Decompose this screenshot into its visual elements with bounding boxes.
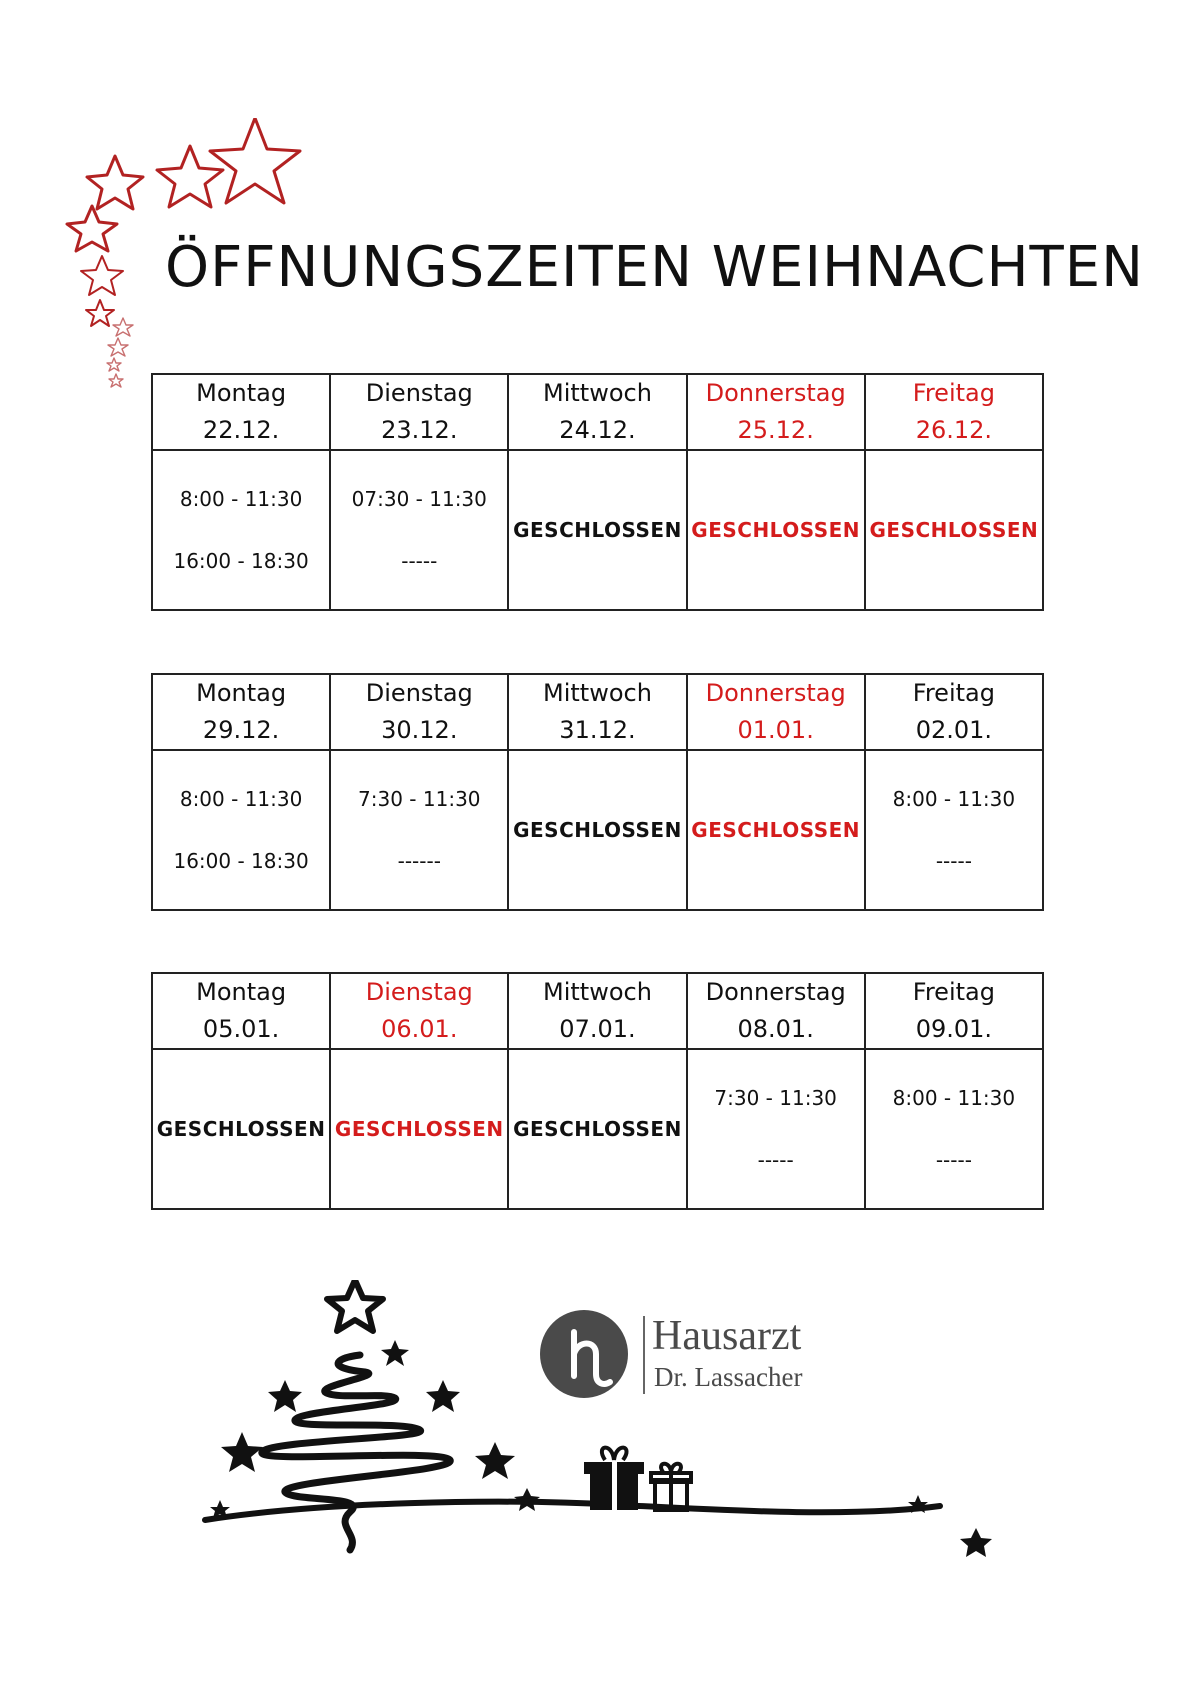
hours-afternoon: ----- <box>401 549 438 573</box>
hours-morning: 7:30 - 11:30 <box>714 1086 837 1110</box>
star-icon <box>381 1340 409 1366</box>
hours-cell-monday <box>152 450 330 610</box>
hours-cell-friday <box>865 1049 1043 1209</box>
day-header-monday <box>152 973 330 1049</box>
hours-afternoon: 16:00 - 18:30 <box>173 849 309 873</box>
logo-subtitle: Dr. Lassacher <box>654 1362 803 1392</box>
day-name: Montag <box>196 978 287 1006</box>
day-date: 25.12. <box>737 416 814 444</box>
hours-cell-tuesday <box>330 750 508 910</box>
hours-morning: 7:30 - 11:30 <box>358 787 481 811</box>
week-table-2 <box>151 673 1044 911</box>
hours-morning: 8:00 - 11:30 <box>179 487 303 511</box>
closed-cell-wednesday: GESCHLOSSEN <box>508 1049 686 1209</box>
closed-cell-tuesday: GESCHLOSSEN <box>330 1049 508 1209</box>
star-icon <box>221 1432 263 1472</box>
day-name: Freitag <box>912 379 995 407</box>
week-hours-row <box>152 750 1043 910</box>
page-title: ÖFFNUNGSZEITEN WEIHNACHTEN <box>165 235 1145 300</box>
closed-cell-wednesday: GESCHLOSSEN <box>508 450 686 610</box>
hours-cell-thursday <box>687 1049 865 1209</box>
day-name: Freitag <box>912 978 995 1006</box>
star-icon <box>426 1380 460 1412</box>
closed-cell-monday: GESCHLOSSEN <box>152 1049 330 1209</box>
day-date: 07.01. <box>559 1015 636 1043</box>
logo-hl-icon <box>540 1310 628 1398</box>
hours-afternoon: ------ <box>397 849 441 873</box>
logo-divider <box>643 1316 645 1394</box>
star-icon <box>210 118 300 203</box>
closed-cell-friday: GESCHLOSSEN <box>865 450 1043 610</box>
star-icon <box>475 1442 515 1479</box>
day-name: Mittwoch <box>543 679 652 707</box>
gift-icon <box>584 1448 644 1510</box>
day-header-tuesday <box>330 674 508 750</box>
week-header-row <box>152 374 1043 450</box>
day-header-thursday <box>687 374 865 450</box>
star-icon <box>108 338 128 356</box>
day-date: 31.12. <box>559 716 636 744</box>
closed-cell-wednesday: GESCHLOSSEN <box>508 750 686 910</box>
hours-morning: 8:00 - 11:30 <box>892 1086 1016 1110</box>
day-date: 30.12. <box>381 716 458 744</box>
day-name: Mittwoch <box>543 978 652 1006</box>
hours-afternoon: ----- <box>757 1148 794 1172</box>
hours-afternoon: 16:00 - 18:30 <box>173 549 309 573</box>
hours-cell-monday <box>152 750 330 910</box>
day-name: Donnerstag <box>705 379 846 407</box>
day-date: 09.01. <box>915 1015 993 1043</box>
star-icon <box>107 358 121 371</box>
day-header-monday <box>152 674 330 750</box>
day-header-thursday <box>687 973 865 1049</box>
hours-cell-tuesday <box>330 450 508 610</box>
hours-morning: 8:00 - 11:30 <box>892 787 1016 811</box>
day-date: 01.01. <box>737 716 814 744</box>
hours-cell-friday <box>865 750 1043 910</box>
hours-morning: 8:00 - 11:30 <box>179 787 303 811</box>
day-date: 29.12. <box>202 716 280 744</box>
day-date: 02.01. <box>915 716 993 744</box>
day-name: Donnerstag <box>705 978 846 1006</box>
day-name: Freitag <box>912 679 995 707</box>
star-icon <box>87 156 143 209</box>
star-icon <box>109 374 123 387</box>
day-header-tuesday <box>330 973 508 1049</box>
day-header-monday <box>152 374 330 450</box>
day-date: 08.01. <box>737 1015 814 1043</box>
day-date: 23.12. <box>381 416 458 444</box>
day-header-friday <box>865 973 1043 1049</box>
day-date: 06.01. <box>381 1015 458 1043</box>
day-name: Dienstag <box>365 679 473 707</box>
star-icon <box>86 300 114 326</box>
hours-afternoon: ----- <box>935 1148 972 1172</box>
star-icon <box>268 1380 302 1412</box>
day-date: 05.01. <box>202 1015 280 1043</box>
week-header-row <box>152 973 1043 1049</box>
day-name: Dienstag <box>365 978 473 1006</box>
day-header-wednesday <box>508 674 686 750</box>
hours-afternoon: ----- <box>935 849 972 873</box>
week-table-3 <box>151 972 1044 1210</box>
week-header-row <box>152 674 1043 750</box>
star-icon <box>113 318 133 336</box>
star-icon <box>960 1528 992 1557</box>
week-hours-row <box>152 450 1043 610</box>
day-header-wednesday <box>508 374 686 450</box>
day-date: 24.12. <box>559 416 636 444</box>
day-header-thursday <box>687 674 865 750</box>
day-name: Montag <box>196 379 287 407</box>
logo-name: Hausarzt <box>652 1313 802 1359</box>
day-header-friday <box>865 374 1043 450</box>
day-date: 26.12. <box>915 416 993 444</box>
closed-cell-thursday: GESCHLOSSEN <box>687 750 865 910</box>
day-name: Donnerstag <box>705 679 846 707</box>
star-icon <box>67 206 117 251</box>
week-hours-row <box>152 1049 1043 1209</box>
practice-logo <box>540 1310 840 1400</box>
day-header-wednesday <box>508 973 686 1049</box>
day-header-tuesday <box>330 374 508 450</box>
gift-icon <box>651 1464 691 1510</box>
day-name: Montag <box>196 679 287 707</box>
day-header-friday <box>865 674 1043 750</box>
week-table-1 <box>151 373 1044 611</box>
closed-cell-thursday: GESCHLOSSEN <box>687 450 865 610</box>
day-date: 22.12. <box>202 416 280 444</box>
star-icon <box>81 256 123 295</box>
hours-morning: 07:30 - 11:30 <box>351 487 487 511</box>
star-icon <box>327 1280 383 1331</box>
day-name: Dienstag <box>365 379 473 407</box>
day-name: Mittwoch <box>543 379 652 407</box>
